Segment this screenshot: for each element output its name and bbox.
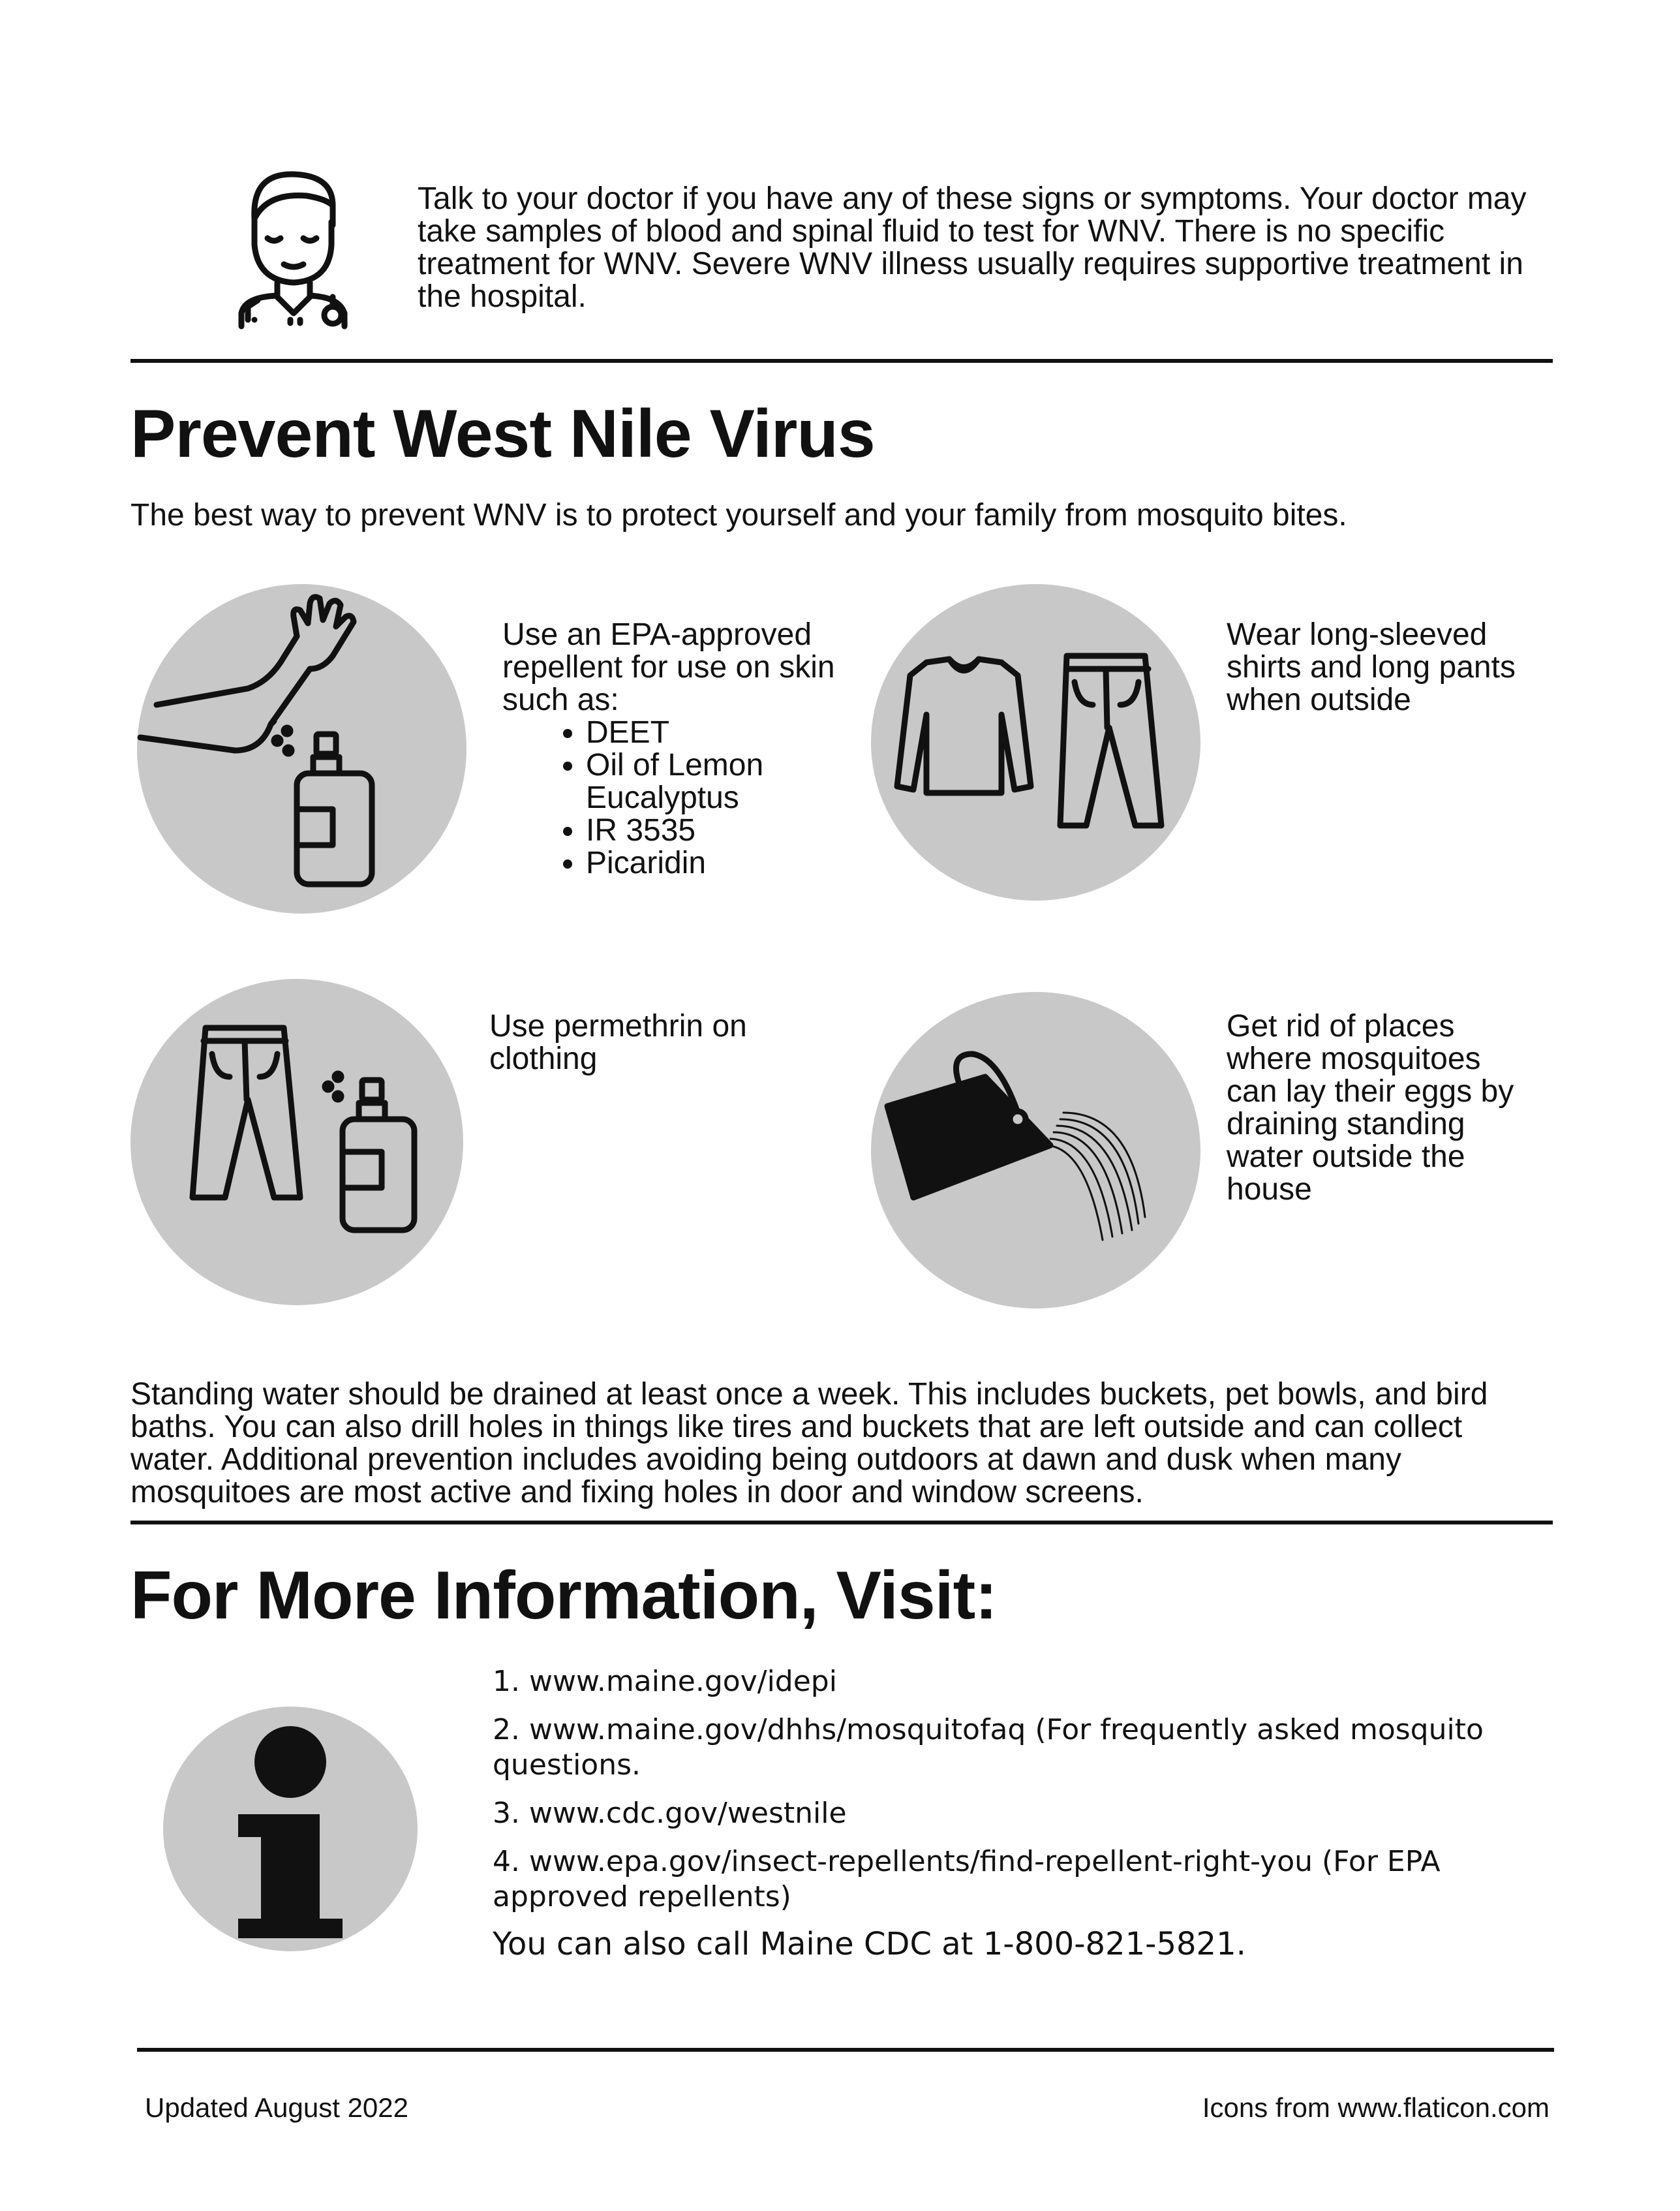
prevent-intro: The best way to prevent WNV is to protect yourself and your family from mosquito bites. bbox=[130, 498, 1347, 533]
repellent-item: • IR 3535 bbox=[586, 814, 868, 847]
standing-water-text: Standing water should be drained at least once a week. This includes buckets, pet bowls, and bird baths. You can also drill holes in things like tires and buckets that are left outside and can collect water. Additional prevention includes avoiding being outdoors at dawn and dusk when many mosquitoes are most active and fixing holes in door and window screens. bbox=[130, 1377, 1488, 1509]
info-title: For More Information, Visit: bbox=[130, 1558, 997, 1633]
permethrin-text: Use permethrin on clothing bbox=[489, 1009, 747, 1076]
link-epa-repellents[interactable]: 4. www.epa.gov/insect-repellents/find-repellent-right-you (For EPA approved repellents) bbox=[493, 1845, 1441, 1913]
spray-arm-icon bbox=[137, 584, 466, 914]
link-mosquitofaq[interactable]: 2. www.maine.gov/dhhs/mosquitofaq (For frequently asked mosquito questions. bbox=[493, 1713, 1484, 1782]
clothing-text: Wear long-sleeved shirts and long pants when outside bbox=[1227, 617, 1516, 717]
info-icon bbox=[163, 1707, 418, 1951]
drain-text: Get rid of places where mosquitoes can lay their eggs by draining standing water outside the house bbox=[1227, 1009, 1514, 1207]
prevent-title: Prevent West Nile Virus bbox=[130, 396, 875, 472]
pants-spray-icon-circle bbox=[130, 979, 463, 1305]
link-idepi[interactable]: 1. www.maine.gov/idepi bbox=[493, 1665, 837, 1698]
link-westnile[interactable]: 3. www.cdc.gov/westnile bbox=[493, 1797, 847, 1830]
shirt-pants-icon-circle bbox=[871, 584, 1200, 901]
icon-credit: Icons from www.flaticon.com bbox=[1202, 2092, 1550, 2123]
info-icon-circle bbox=[163, 1707, 418, 1951]
shirt-pants-icon bbox=[871, 584, 1200, 901]
info-links bbox=[493, 1664, 1550, 1960]
doctor-icon bbox=[228, 166, 352, 330]
bucket-water-icon-circle bbox=[871, 992, 1200, 1308]
repellent-item: • DEET bbox=[586, 717, 868, 749]
repellent-text: Use an EPA-approved repellent for use on skin such as: bbox=[502, 617, 835, 717]
repellent-item: • Oil of Lemon Eucalyptus bbox=[586, 749, 868, 814]
repellent-list bbox=[502, 717, 868, 880]
repellent-block bbox=[502, 619, 868, 880]
bucket-water-icon bbox=[871, 992, 1200, 1308]
pants-spray-icon bbox=[130, 979, 463, 1305]
divider-middle bbox=[130, 1521, 1553, 1524]
updated-date: Updated August 2022 bbox=[145, 2092, 409, 2123]
repellent-item: • Picaridin bbox=[586, 847, 868, 880]
spray-arm-icon-circle bbox=[137, 584, 466, 914]
divider-top bbox=[130, 359, 1553, 363]
doctor-advice-text: Talk to your doctor if you have any of these signs or symptoms. Your doctor may take samples of blood and spinal fluid to test for WNV. There is no specific treatment for WNV. Severe WNV illness usually requires supportive treatment in the hospital. bbox=[418, 181, 1527, 314]
divider-bottom bbox=[137, 2048, 1554, 2052]
phone-text: You can also call Maine CDC at 1-800-821-5821. bbox=[493, 1926, 1246, 1962]
